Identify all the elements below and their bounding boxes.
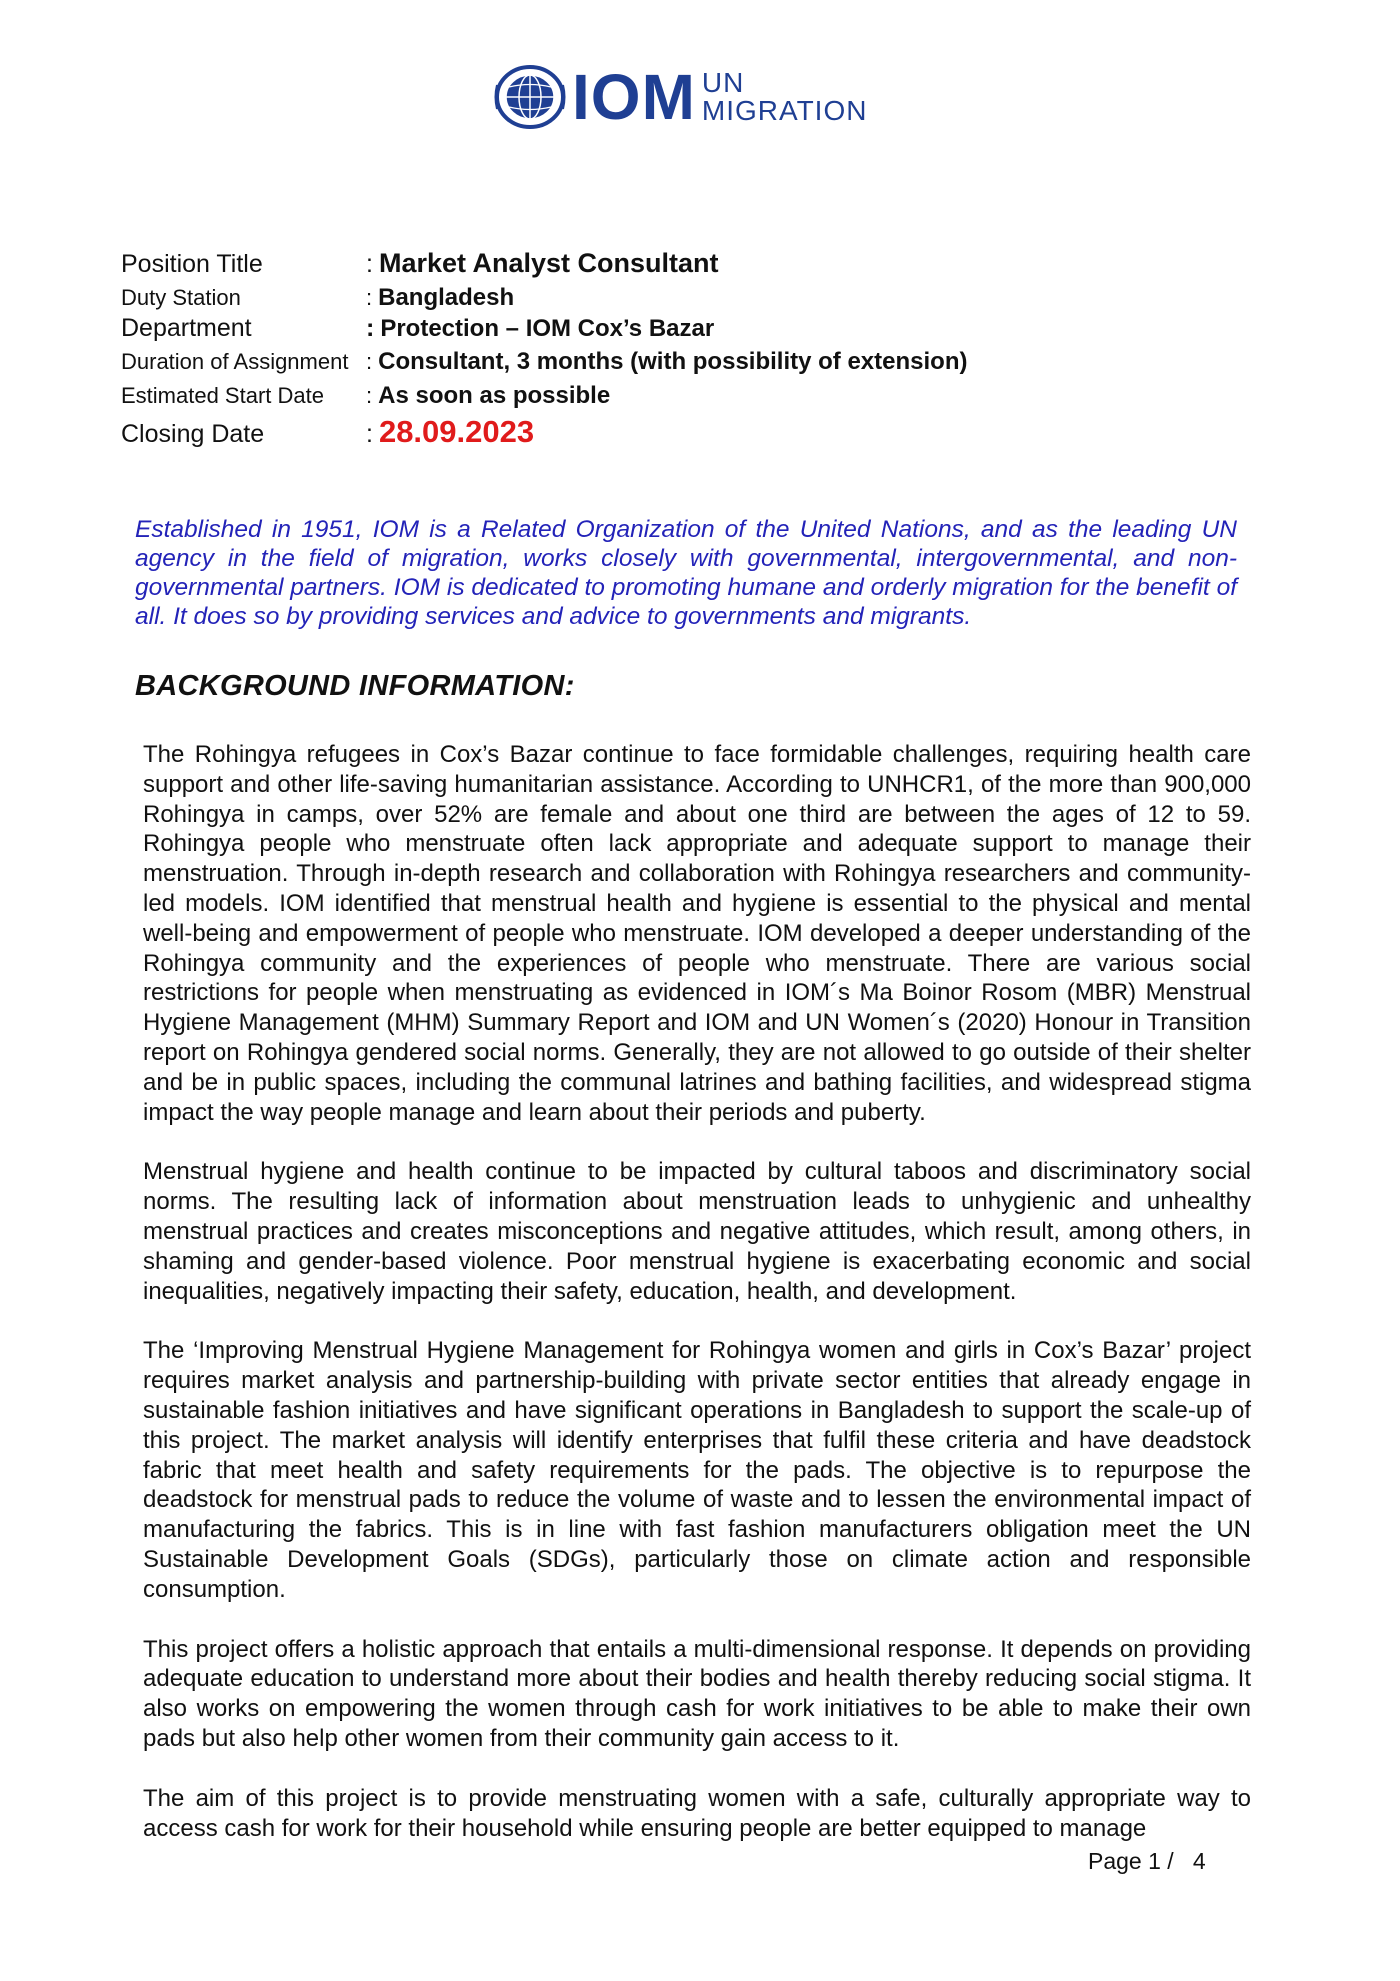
field-value: Market Analyst Consultant [378, 248, 719, 278]
position-details [121, 248, 1121, 454]
body-paragraph: The Rohingya refugees in Cox’s Bazar continue to face formidable challenges, requiring health care support and other life-saving humanitarian assistance. According to UNHCR1, of the more than 900,000 Rohingya in camps, over 52% are female and about one third are between the ages of 12 to 59. Rohingya people who menstruate often lack appropriate and adequate support to manage their menstruation. Through in-depth research and collaboration with Rohingya researchers and community-led models. IOM identified that menstrual health and hygiene is essential to the physical and mental well-being and empowerment of people who menstruate. IOM developed a deeper understanding of the Rohingya community and the experiences of people who menstruate. There are various social restrictions for people when menstruating as evidenced in IOM´s Ma Boinor Rosom (MBR) Menstrual Hygiene Management (MHM) Summary Report and IOM and UN Women´s (2020) Honour in Transition report on Rohingya gendered social norms. Generally, they are not allowed to go outside of their shelter and be in public spaces, including the communal latrines and bathing facilities, and widespread stigma impact the way people manage and learn about their periods and puberty. [143, 741, 1251, 1126]
field-position-title: Position Title : Market Analyst Consultant [121, 248, 719, 278]
iom-intro-paragraph: Established in 1951, IOM is a Related Organization of the United Nations, and as the leading UN agency in the field of migration, works closely with governmental, intergovernmental, and non-governmental partners. IOM is dedicated to promoting humane and orderly migration for the benefit of all. It does so by providing services and advice to governments and migrants. [135, 516, 1237, 630]
section-heading-background: BACKGROUND INFORMATION: [135, 670, 575, 702]
field-duration: Duration of Assignment : Consultant, 3 months (with possibility of extension) [121, 348, 968, 375]
field-department: Department : Protection – IOM Cox’s Bazar [121, 314, 715, 342]
field-label: Department [121, 314, 252, 342]
field-label: Closing Date [121, 420, 265, 448]
iom-logo [494, 62, 867, 132]
field-start-date: Estimated Start Date : As soon as possible [121, 382, 611, 409]
logo-line-un: UN [701, 67, 745, 98]
field-value: Protection – IOM Cox’s Bazar [380, 315, 715, 342]
body-paragraph: The ‘Improving Menstrual Hygiene Management for Rohingya women and girls in Cox’s Bazar’ project requires market analysis and partnership-building with private sector entities that already engage in sustainable fashion initiatives and have significant operations in Bangladesh to support the scale-up of this project. The market analysis will identify enterprises that fulfil these criteria and have deadstock fabric that meet health and safety requirements for the pads. The objective is to repurpose the deadstock for menstrual pads to reduce the volume of waste and to lessen the environmental impact of manufacturing the fabrics. This is in line with fast fashion manufacturers obligation meet the UN Sustainable Development Goals (SDGs), particularly those on climate action and responsible consumption. [143, 1337, 1251, 1603]
field-value: As soon as possible [378, 382, 611, 409]
field-label: Estimated Start Date [121, 383, 324, 408]
field-label: Duty Station [121, 285, 241, 310]
closing-date-value: 28.09.2023 [378, 414, 535, 449]
field-duty-station: Duty Station : Bangladesh [121, 284, 515, 311]
field-label: Duration of Assignment [121, 349, 349, 374]
logo-subtitle [702, 69, 868, 125]
logo-wordmark: IOM [572, 61, 696, 133]
field-value: Consultant, 3 months (with possibility of extension) [378, 348, 968, 375]
field-label: Position Title [121, 250, 263, 278]
field-value: Bangladesh [378, 284, 515, 311]
body-paragraph: The aim of this project is to provide menstruating women with a safe, culturally appropriate way to access cash for work for their household while ensuring people are better equipped to manage [143, 1784, 1251, 1842]
field-closing-date: Closing Date : 28.09.2023 [121, 414, 535, 449]
body-paragraph: Menstrual hygiene and health continue to be impacted by cultural taboos and discriminatory social norms. The resulting lack of information about menstruation leads to unhygienic and unhealthy menstrual practices and creates misconceptions and negative attitudes, which result, among others, in shaming and gender-based violence. Poor menstrual hygiene is exacerbating economic and social inequalities, negatively impacting their safety, education, health, and development. [143, 1158, 1251, 1305]
globe-emblem-icon [494, 65, 566, 129]
background-body [143, 740, 1251, 1843]
body-paragraph: This project offers a holistic approach that entails a multi-dimensional response. It depends on providing adequate education to understand more about their bodies and health thereby reducing social stigma. It also works on empowering the women through cash for work initiatives to be able to make their own pads but also help other women from their community gain access to it. [143, 1635, 1251, 1752]
page-number: Page 1 / 4 [1088, 1848, 1206, 1874]
logo-line-migration: MIGRATION [701, 95, 868, 126]
